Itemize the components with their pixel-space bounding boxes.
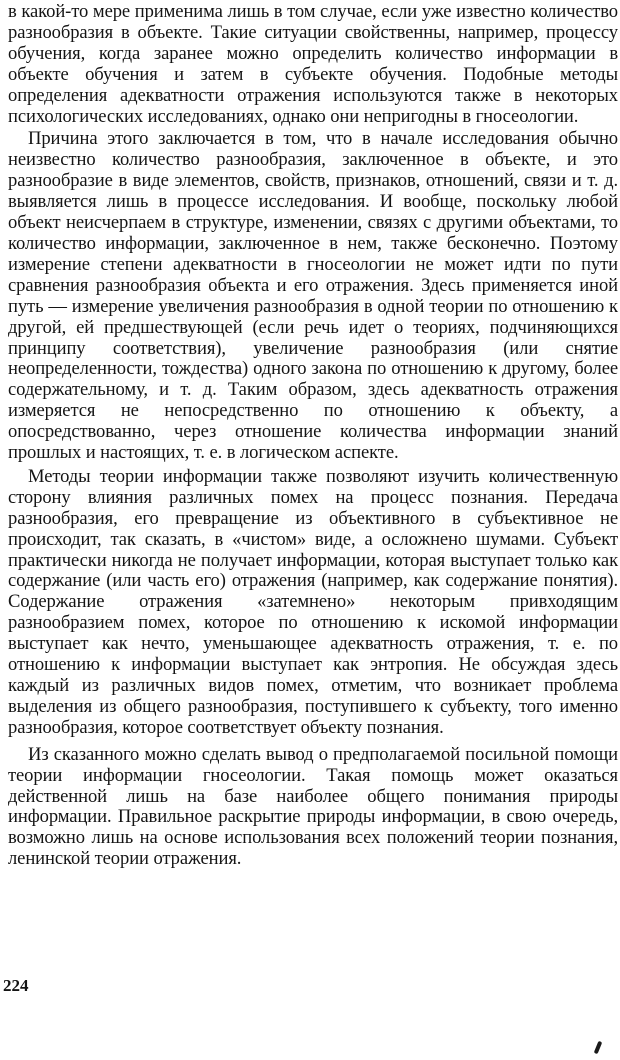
- paragraph-1: в какой-то мере применима лишь в том случае, если уже известно количество разнообразия в объекте. Такие ситуации свойственны, например, процессу обучения, когда заранее можно определить количество информации в объекте обучения и затем в субъекте обучения. Подобные методы определения адекватности отражения используются также в некоторых психологических исследованиях, однако они непригодны в гносеологии.: [8, 1, 618, 127]
- page-number: 224: [3, 976, 29, 995]
- paragraph-2: Причина этого заключается в том, что в начале исследования обычно неизвестно количество разнообразия, заключенное в объекте, и это разнообразие в виде элементов, свойств, признаков, отношений, связи и т. д. выявляется лишь в процессе исследования. И вообще, поскольку любой объект неисчерпаем в структуре, изменении, связях с другими объектами, то количество информации, заключенное в нем, также бесконечно. Поэтому измерение степени адекватности в гносеологии не может идти по пути сравнения разнообразия объекта и его отражения. Здесь применяется иной путь — измерение увеличения разнообразия в одной теории по отношению к другой, ей предшествующей (если речь идет о теориях, подчиняющихся принципу соответствия), увеличение разнообразия (или снятие неопределенности, тождества) одного закона по отношению к другому, более содержательному, и т. д. Таким образом, здесь адекватность отражения измеряется не непосредственно по отношению к объекту, а опосредствованно, через отношение количества информации знаний прошлых и настоящих, т. е. в логическом аспекте.: [8, 128, 618, 464]
- paragraph-3: Методы теории информации также позволяют изучить количественную сторону влияния различных помех на процесс познания. Передача разнообразия, его превращение из объективного в субъективное не происходит, так сказать, в «чистом» виде, а осложнено шумами. Субъект практически никогда не получает информации, которая выступает только как содержание (или часть его) отражения (например, как содержание понятия). Содержание отражения «затемнено» некоторым привходящим разнообразием помех, которое по отношению к искомой информации выступает как нечто, уменьшающее адекватность отражения, т. е. по отношению к информации выступает как энтропия. Не обсуждая здесь каждый из различных видов помех, отметим, что возникает проблема выделения из общего разнообразия, поступившего к субъекту, того именно разнообразия, которое соответствует объекту познания.: [8, 465, 618, 738]
- ink-mark: [594, 1041, 603, 1055]
- paragraph-4: Из сказанного можно сделать вывод о предполагаемой посильной помощи теории информации гносеологии. Такая помощь может оказаться действенной лишь на базе наиболее общего понимания природы информации. Правильное раскрытие природы информации, в свою очередь, возможно лишь на основе использования всех положений теории познания, ленинской теории отражения.: [8, 743, 618, 870]
- main-text: [8, 2, 618, 870]
